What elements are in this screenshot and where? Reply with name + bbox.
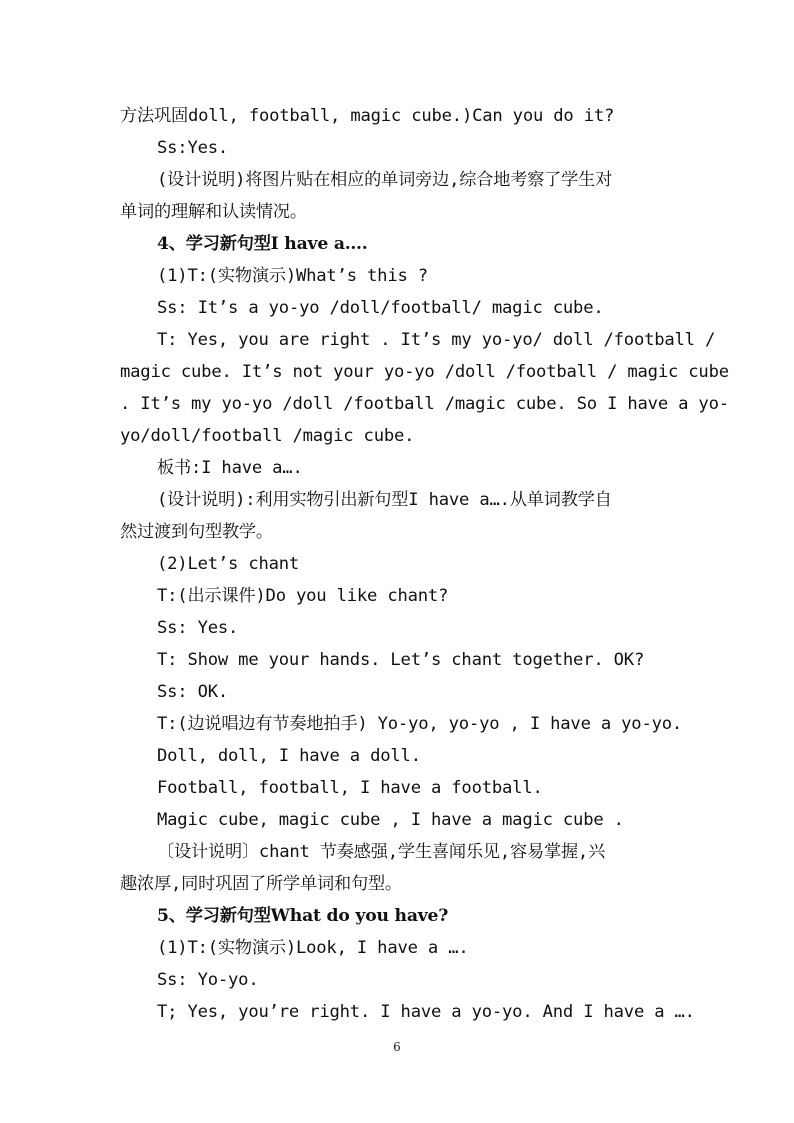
- text-line: 板书:I have a….: [157, 458, 303, 478]
- section-heading: 4、学习新句型I have a….: [157, 234, 368, 254]
- text-line: T: Yes, you are right . It’s my yo-yo/ doll /football /: [157, 330, 716, 350]
- text-line: 〔设计说明〕chant 节奏感强,学生喜闻乐见,容易掌握,兴: [157, 842, 606, 862]
- text-line: Football, football, I have a football.: [157, 778, 543, 798]
- page-number: 6: [393, 1040, 401, 1054]
- text-line: Ss: OK.: [157, 682, 229, 702]
- text-line: (2)Let’s chant: [157, 554, 300, 574]
- text-line: (设计说明)将图片贴在相应的单词旁边,综合地考察了学生对: [157, 170, 613, 190]
- text-line: . It’s my yo-yo /doll /football /magic cube. So I have a yo-: [120, 394, 729, 414]
- text-line: T: Show me your hands. Let’s chant together. OK?: [157, 650, 645, 670]
- text-line: Doll, doll, I have a doll.: [157, 746, 421, 766]
- text-line: 方法巩固doll, football, magic cube.)Can you do it?: [120, 106, 615, 126]
- text-line: magic cube. It’s not your yo-yo /doll /football / magic cube: [120, 362, 729, 382]
- text-line: T; Yes, you’re right. I have a yo-yo. And I have a ….: [157, 1002, 695, 1022]
- text-line: (1)T:(实物演示)What’s this ?: [157, 266, 428, 286]
- text-line: 单词的理解和认读情况。: [120, 202, 307, 222]
- text-line: (设计说明):利用实物引出新句型I have a….从单词教学自: [157, 490, 612, 510]
- text-line: T:(边说唱边有节奏地拍手) Yo-yo, yo-yo , I have a yo-yo.: [157, 714, 683, 734]
- section-heading: 5、学习新句型What do you have?: [157, 906, 449, 926]
- text-line: T:(出示课件)Do you like chant?: [157, 586, 449, 606]
- text-line: yo/doll/football /magic cube.: [120, 426, 415, 446]
- text-line: Ss: Yes.: [157, 618, 239, 638]
- text-line: (1)T:(实物演示)Look, I have a ….: [157, 938, 469, 958]
- text-line: 然过渡到句型教学。: [120, 522, 273, 542]
- text-line: Magic cube, magic cube , I have a magic cube .: [157, 810, 624, 830]
- text-line: Ss: It’s a yo-yo /doll/football/ magic cube.: [157, 298, 604, 318]
- text-line: Ss: Yo-yo.: [157, 970, 259, 990]
- text-line: 趣浓厚,同时巩固了所学单词和句型。: [120, 874, 402, 894]
- text-line: Ss:Yes.: [157, 138, 229, 158]
